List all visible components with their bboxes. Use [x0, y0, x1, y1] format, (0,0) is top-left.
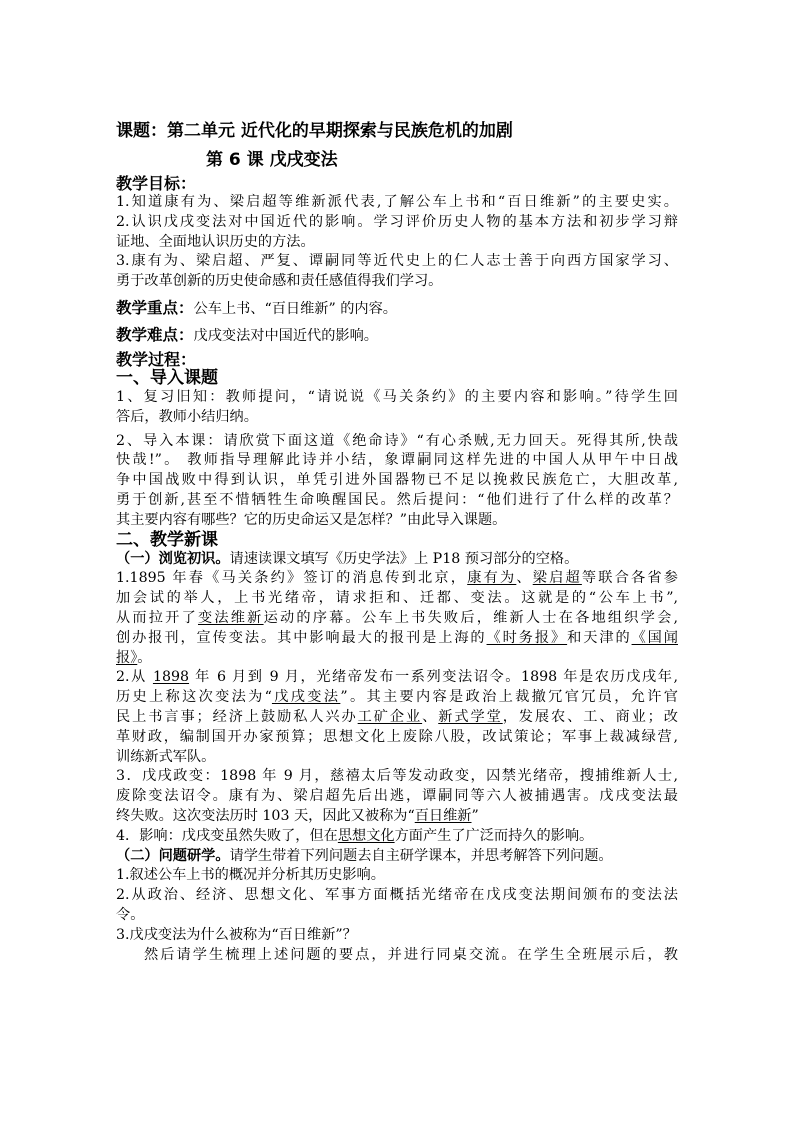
item-3-line-2: 废除变法诏令。康有为、梁启超先后出逃，谭嗣同等六人被捕遇害。戊戌变法最	[116, 788, 678, 805]
answer-blank: 思想文化	[337, 827, 395, 844]
item-2-line-3	[116, 708, 678, 728]
text-run: 、	[422, 708, 439, 725]
difficulty-label: 教学难点：	[116, 325, 194, 344]
text-run: 年 6 月到 9 月，光绪帝发布一系列变法诏令。1898 年是农历戊戌年,	[189, 669, 678, 686]
text-run: 历史上称这次变法为“	[116, 689, 272, 706]
question-2-line-2: 令。	[116, 906, 145, 923]
answer-blank: 新式学堂	[438, 708, 503, 725]
text-run: 2.从	[116, 669, 153, 686]
text-run: 等联合各省参	[581, 570, 678, 587]
part-1-intro	[116, 550, 678, 570]
section-1-p2-line-3: 争中国战败中得到认识，单凭引进外国器物已不足以挽救民族危亡，大胆改革,	[116, 472, 678, 489]
section-1-p2-line-2: 快哉!”。 教师指导理解此诗并小结，象谭嗣同这样先进的中国人从甲午中日战	[116, 452, 678, 469]
text-run: 。	[137, 649, 152, 666]
part-2-text: 请学生带着下列问题去自主研学课本，并思考解答下列问题。	[229, 847, 613, 864]
item-3-line-3	[116, 807, 678, 827]
part-1-label: （一）浏览初识。	[116, 550, 230, 567]
item-3-line-1: 3．戊戌政变：1898 年 9 月，慈禧太后等发动政变，囚禁光绪帝，搜捕维新人士,	[116, 768, 678, 785]
answer-blank: 百日维新	[414, 807, 472, 824]
section-1-p2-line-5: 其主要内容有哪些？它的历史命运又是怎样？”由此导入课题。	[116, 511, 507, 528]
text-run: 终失败。这次变法历时 103 天，因此又被称为“	[116, 807, 415, 824]
section-1-p1-line-2: 答后，教师小结归纳。	[116, 408, 258, 425]
text-run: 民上书言事；经济上鼓励私人兴办	[116, 708, 358, 725]
item-1-line-3	[116, 609, 678, 629]
text-run: 创办报刊，宣传变法。其中影响最大的报刊是上海的	[116, 629, 487, 646]
text-run: 4．影响：戊戌变虽然失败了，但在	[116, 827, 338, 844]
part-2-intro	[116, 847, 678, 867]
part-1-text: 请速读课文填写《历史学法》上 P18 预习部分的空格。	[229, 550, 579, 567]
question-1: 1.叙述公车上书的概况并分析其历史影响。	[116, 867, 385, 884]
lesson-title: 第 6 课 戊戌变法	[206, 150, 338, 170]
goal-1: 1.知道康有为、梁启超等维新派代表,了解公车上书和“百日维新”的主要史实。	[116, 194, 678, 210]
item-1-line-5	[116, 649, 678, 669]
question-3: 3.戊戌变法为什么被称为“百日维新”？	[116, 926, 357, 943]
item-2-line-4: 革财政，编制国开办家预算；思想文化上废除八股，改试策论；军事上裁减绿营,	[116, 728, 678, 745]
answer-blank: 《时务报》	[486, 629, 568, 646]
goal-3-line-1: 3.康有为、梁启超、严复、谭嗣同等近代史上的仁人志士善于向西方国家学习、	[116, 253, 678, 270]
process-heading: 教学过程：	[116, 349, 197, 369]
item-1-line-2: 加会试的举人，上书光绪帝，请求拒和、迁都、变法。这就是的“公车上书”,	[116, 590, 678, 607]
text-run: 方面产生了广泛而持久的影响。	[394, 827, 594, 844]
answer-blank: 戊戌变法	[271, 689, 341, 706]
item-2-line-2	[116, 688, 678, 708]
text-run: 和天津的	[567, 629, 632, 646]
section-1-heading: 一、导入课题	[116, 367, 218, 388]
answer-blank: 康有为	[467, 570, 517, 587]
section-1-p2-line-1: 2、导入本课：请欣赏下面这道《绝命诗》“有心杀贼,无力回天。死得其所,快哉	[116, 432, 678, 449]
text-run: ”	[471, 807, 479, 824]
section-2-heading: 二、教学新课	[116, 529, 218, 550]
key-point-label: 教学重点：	[116, 298, 194, 317]
item-1-line-4	[116, 629, 678, 649]
key-point	[116, 298, 678, 320]
difficulty	[116, 325, 678, 347]
answer-blank: 梁启超	[532, 570, 582, 587]
answer-blank: 变法维新	[197, 609, 264, 626]
item-4	[116, 827, 678, 847]
text-run: 从而拉开了	[116, 609, 198, 626]
answer-blank: 1898	[152, 669, 190, 686]
text-run: 、	[516, 570, 533, 587]
answer-blank: 《国闻	[631, 629, 678, 646]
section-1-p1-line-1: 1、复习旧知：教师提问，“请说说《马关条约》的主要内容和影响。”待学生回	[116, 388, 678, 405]
item-2-line-1	[116, 668, 678, 688]
answer-blank: 工矿企业	[357, 708, 423, 725]
text-run: ，发展农、工、商业；改	[502, 708, 678, 725]
question-2-line-1: 2.从政治、经济、思想文化、军事方面概括光绪帝在戊戌变法期间颁布的变法法	[116, 887, 678, 904]
part-2-label: （二）问题研学。	[116, 847, 230, 864]
closing-paragraph: 然后请学生梳理上述问题的要点，并进行同桌交流。在学生全班展示后，教	[144, 946, 678, 963]
document-page	[116, 120, 678, 965]
goal-3-line-2: 勇于改革创新的历史使命感和责任感值得我们学习。	[116, 273, 443, 290]
goal-2-line-1: 2.认识戊戌变法对中国近代的影响。学习评价历史人物的基本方法和初步学习辩	[116, 213, 678, 230]
difficulty-text: 戊戌变法对中国近代的影响。	[193, 327, 378, 344]
document-title: 课题：第二单元 近代化的早期探索与民族危机的加剧	[116, 121, 513, 141]
answer-blank: 报》	[116, 649, 138, 666]
key-point-text: 公车上书、“百日维新” 的内容。	[193, 300, 397, 317]
text-run: 1.1895 年春《马关条约》签订的消息传到北京，	[116, 570, 468, 587]
text-run: ”。其主要内容是政治上裁撤冗官冗员，允许官	[340, 689, 678, 706]
goals-heading: 教学目标：	[116, 174, 197, 193]
goal-2-line-2: 证地、全面地认识历史的方法。	[116, 233, 315, 250]
text-run: 运动的序幕。公车上书失败后，维新人士在各地组织学会,	[263, 609, 678, 626]
item-1-line-1	[116, 569, 678, 589]
section-1-p2-line-4: 勇于创新,甚至不惜牺牲生命唤醒国民。然后提问：“他们进行了什么样的改革？	[116, 491, 678, 508]
item-2-line-5: 训练新式军队。	[116, 748, 216, 765]
